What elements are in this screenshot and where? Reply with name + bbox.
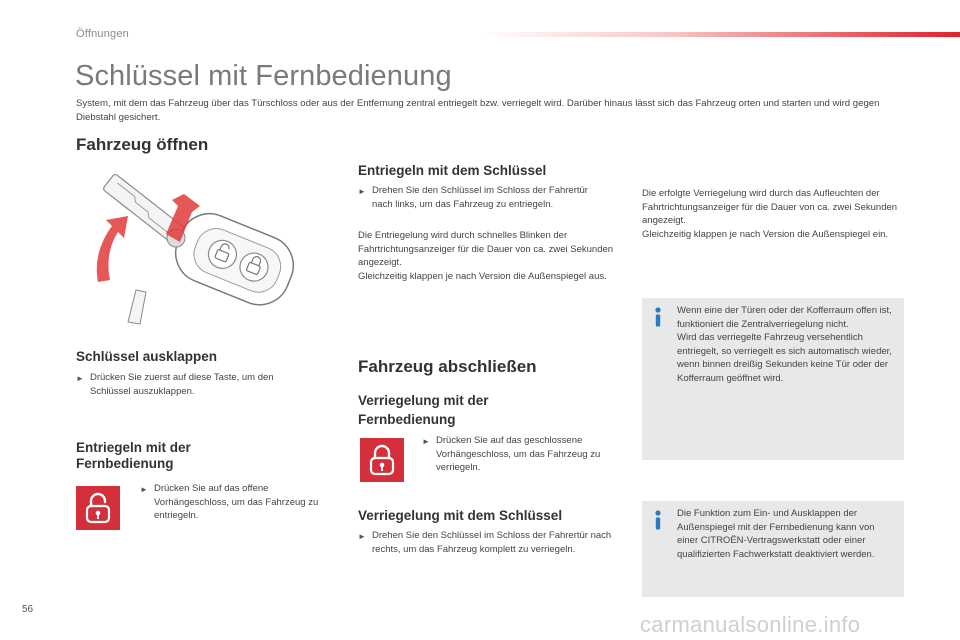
unlock-button-icon — [76, 486, 120, 530]
key-lock-instruction — [358, 529, 623, 556]
unfold-instruction-text: Drücken Sie zuerst auf diese Taste, um den Schlüssel auszuklappen. — [90, 372, 274, 397]
heading-key-unlock: Entriegeln mit dem Schlüssel — [358, 163, 547, 178]
bullet-marker-icon: ► — [358, 532, 366, 541]
info-central-locking-text: Wenn eine der Türen oder der Kofferraum offen ist, funktioniert die Zentralverriegelung nicht. Wird das verriegelte Fahrzeug versehentlich entriegelt, so verriegelt es sich automatisch wieder, wenn binnen dreißig Sekunden keine Tür oder der Kofferraum geöffnet wird. — [677, 305, 892, 384]
watermark: carmanualsonline.info — [640, 612, 861, 637]
key-lock-instruction-text: Drehen Sie den Schlüssel im Schloss der Fahrertür nach rechts, um das Fahrzeug komplett zu verriegeln. — [372, 530, 612, 555]
remote-unlock-instruction-text: Drücken Sie auf das offene Vorhängeschloss, um das Fahrzeug zu entriegeln. — [154, 483, 319, 522]
unfold-instruction — [76, 371, 316, 398]
remote-lock-instruction — [422, 434, 614, 475]
heading-unfold-key: Schlüssel ausklappen — [76, 349, 218, 364]
lock-confirmation-text: Die erfolgte Verriegelung wird durch das Aufleuchten der Fahrtrichtungsanzeiger für die Dauer von ca. zwei Sekunden angezeigt. Gleichzeitig klappen je nach Version die Außenspiegel ein. — [642, 188, 898, 240]
info-icon — [652, 509, 664, 531]
bullet-marker-icon: ► — [358, 187, 366, 196]
info-icon — [652, 306, 664, 328]
page-number: 56 — [22, 604, 34, 615]
open-padlock-icon — [83, 492, 113, 524]
info-mirror-folding-text: Die Funktion zum Ein- und Ausklappen der Außenspiegel mit der Fernbedienung kann von einer CITROËN-Vertragswerkstatt oder einer qualifizierten Fachwerkstatt deaktiviert werden. — [677, 508, 875, 560]
key-unlock-instruction — [358, 184, 598, 211]
remote-unlock-instruction — [140, 482, 330, 523]
remote-lock-instruction-text: Drücken Sie auf das geschlossene Vorhängeschloss, um das Fahrzeug zu verriegeln. — [436, 435, 601, 474]
heading-key-lock: Verriegelung mit dem Schlüssel — [358, 508, 563, 523]
bullet-marker-icon: ► — [140, 485, 148, 494]
info-box-mirror-folding — [642, 501, 904, 597]
intro-paragraph: System, mit dem das Fahrzeug über das Türschloss oder aus der Entfernung zentral entriegelt bzw. verriegelt wird. Darüber hinaus lässt sich das Fahrzeug orten und starten und wird gegen Diebstahl gesichert. — [76, 98, 880, 123]
heading-open-vehicle: Fahrzeug öffnen — [76, 135, 209, 154]
lock-button-icon — [360, 438, 404, 482]
key-unlock-instruction-text: Drehen Sie den Schlüssel im Schloss der Fahrertür nach links, um das Fahrzeug zu entriegeln. — [372, 185, 588, 210]
section-label: Öffnungen — [76, 28, 129, 40]
heading-remote-lock: Verriegelung mit der Fernbedienung — [358, 393, 489, 427]
header-accent-bar — [480, 32, 960, 37]
heading-lock-vehicle: Fahrzeug abschließen — [358, 357, 537, 376]
heading-remote-unlock: Entriegeln mit der Fernbedienung — [76, 440, 191, 471]
bullet-marker-icon: ► — [76, 374, 84, 383]
bullet-marker-icon: ► — [422, 437, 430, 446]
closed-padlock-icon — [367, 444, 397, 476]
key-unlock-description: Die Entriegelung wird durch schnelles Blinken der Fahrtrichtungsanzeiger für die Dauer von ca. zwei Sekunden angezeigt. Gleichzeitig klappen je nach Version die Außenspiegel aus. — [358, 230, 614, 282]
info-box-central-locking — [642, 298, 904, 460]
key-fob-illustration — [88, 172, 308, 332]
page-title: Schlüssel mit Fernbedienung — [75, 60, 452, 92]
